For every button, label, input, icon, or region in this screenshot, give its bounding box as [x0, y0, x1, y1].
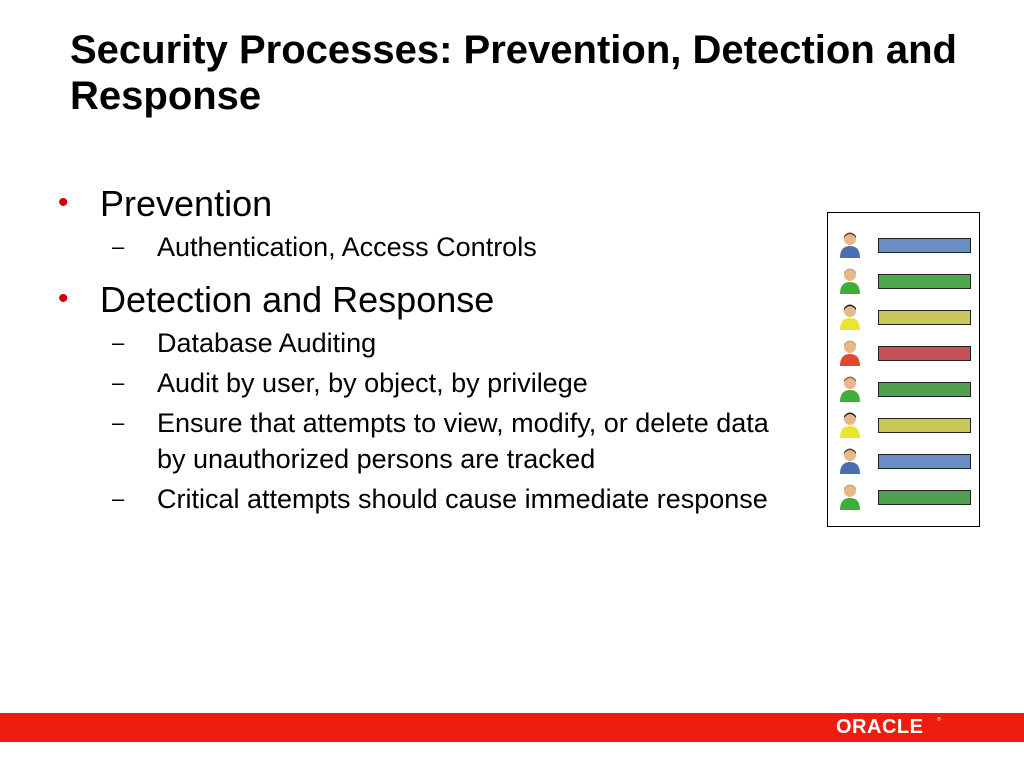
bullet-item-prevention	[58, 183, 798, 265]
sub-item-text: Ensure that attempts to view, modify, or delete data by unauthorized persons are tracked	[157, 408, 769, 474]
user-icon	[836, 446, 870, 476]
dash-marker: –	[112, 370, 125, 395]
sub-item	[100, 405, 798, 477]
user-activity-bar	[878, 238, 971, 253]
user-icon	[836, 266, 870, 296]
user-row	[836, 410, 976, 440]
user-icon	[836, 374, 870, 404]
svg-text:ORACLE: ORACLE	[836, 716, 924, 738]
bullet-text: Prevention	[100, 183, 273, 224]
dash-marker: –	[112, 330, 125, 355]
sub-item	[100, 481, 798, 517]
dash-marker: –	[112, 410, 125, 435]
sub-item-text: Authentication, Access Controls	[157, 232, 537, 262]
user-icon	[836, 338, 870, 368]
user-icon	[836, 482, 870, 512]
dash-marker: –	[112, 486, 125, 511]
sub-list	[100, 229, 798, 265]
user-audit-panel	[827, 212, 980, 527]
sub-item-text: Audit by user, by object, by privilege	[157, 368, 588, 398]
dash-marker: –	[112, 234, 125, 259]
user-row	[836, 302, 976, 332]
sub-item-text: Critical attempts should cause immediate response	[157, 484, 768, 514]
user-row	[836, 482, 976, 512]
bullet-dot: •	[58, 186, 69, 219]
user-activity-bar	[878, 310, 971, 325]
user-activity-bar	[878, 454, 971, 469]
sub-item	[100, 365, 798, 401]
user-icon	[836, 230, 870, 260]
sub-list	[100, 325, 798, 517]
svg-text:®: ®	[937, 717, 941, 723]
user-activity-bar	[878, 346, 971, 361]
sub-item	[100, 325, 798, 361]
bullet-text: Detection and Response	[100, 279, 495, 320]
sub-item-text: Database Auditing	[157, 328, 377, 358]
bullet-list	[58, 183, 798, 531]
user-row	[836, 266, 976, 296]
user-icon	[836, 302, 870, 332]
sub-item	[100, 229, 798, 265]
bullet-item-detection	[58, 279, 798, 517]
user-icon	[836, 410, 870, 440]
user-activity-bar	[878, 490, 971, 505]
user-activity-bar	[878, 418, 971, 433]
user-row	[836, 446, 976, 476]
user-row	[836, 230, 976, 260]
user-row	[836, 338, 976, 368]
oracle-logo	[835, 712, 945, 740]
user-activity-bar	[878, 382, 971, 397]
user-row	[836, 374, 976, 404]
slide-title: Security Processes: Prevention, Detection and Response	[70, 28, 957, 118]
bullet-dot: •	[58, 282, 69, 315]
user-activity-bar	[878, 274, 971, 289]
